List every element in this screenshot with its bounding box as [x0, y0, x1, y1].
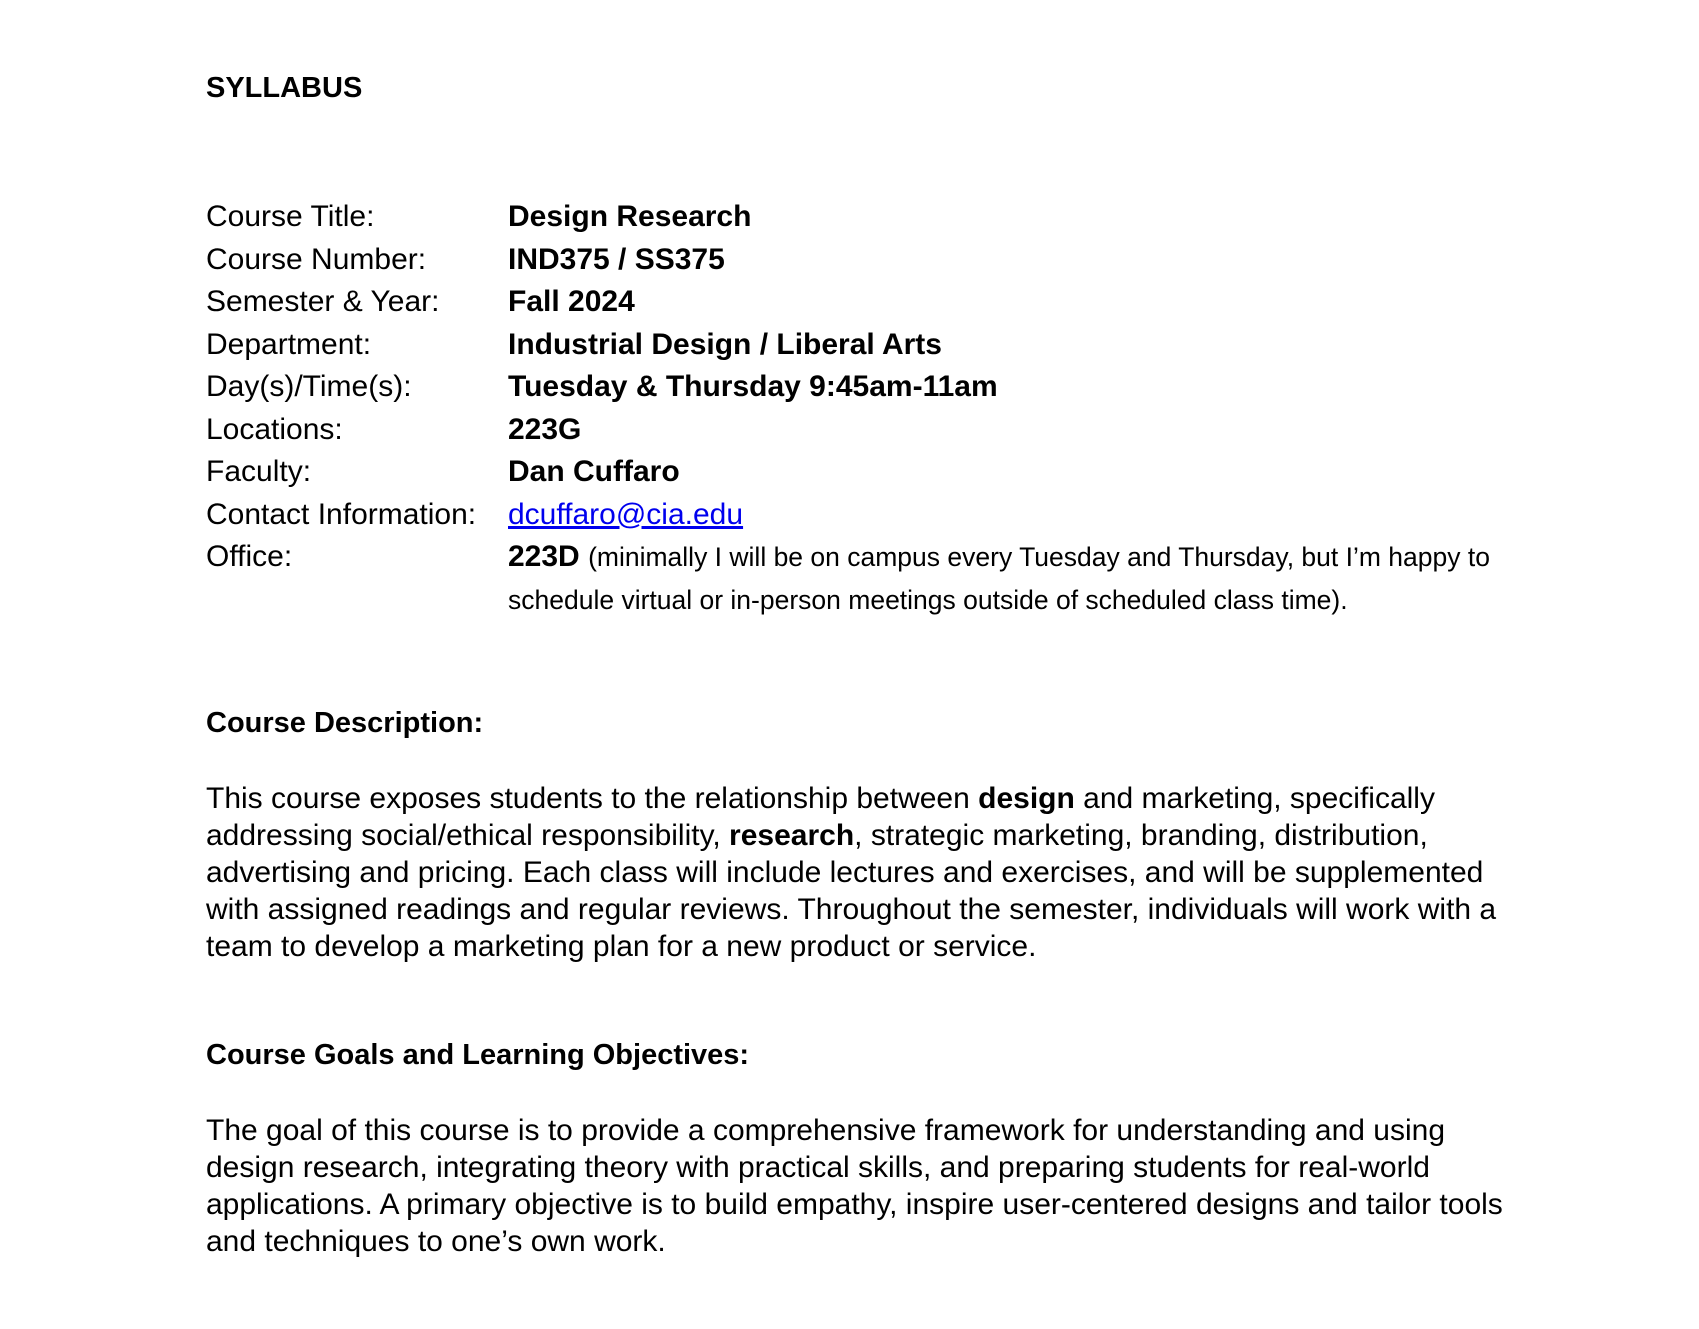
contact-email-link[interactable]: dcuffaro@cia.edu [508, 497, 744, 531]
course-title-label: Course Title: [206, 200, 375, 233]
info-row-days-times [206, 366, 1526, 409]
course-description-text [206, 780, 1536, 965]
contact-label: Contact Information: [206, 497, 477, 531]
semester-label: Semester & Year: [206, 285, 440, 318]
description-text-2: and marketing, specifically addressing social/ethical responsibility, [206, 782, 1435, 852]
course-number-label: Course Number: [206, 242, 427, 276]
description-bold-design: design [978, 782, 1075, 815]
office-value [508, 536, 1526, 621]
info-row-contact [206, 494, 1526, 537]
department-label: Department: [206, 327, 372, 361]
document-title: SYLLABUS [206, 72, 363, 104]
info-row-course-number [206, 239, 1526, 282]
description-bold-research: research [729, 819, 855, 852]
semester-value: Fall 2024 [508, 285, 635, 318]
course-goals-text: The goal of this course is to provide a comprehensive framework for understanding and using design research, integrating theory with practical skills, and preparing students for real-world applications. A primary objective is to build empathy, inspire user-centered designs and tailor tools and techniques to one’s own work. [206, 1114, 1503, 1258]
info-row-department [206, 324, 1526, 367]
office-label: Office: [206, 540, 293, 573]
office-note: (minimally I will be on campus every Tuesday and Thursday, but I’m happy to schedule virtual or in-person meetings outside of scheduled class time). [508, 542, 1490, 615]
info-row-locations [206, 409, 1526, 452]
locations-label: Locations: [206, 412, 343, 446]
faculty-label: Faculty: [206, 455, 312, 488]
office-code: 223D [508, 540, 580, 573]
course-title-value: Design Research [508, 200, 752, 233]
info-row-office [206, 536, 1526, 621]
info-row-semester [206, 281, 1526, 324]
info-row-course-title [206, 196, 1526, 239]
course-number-value: IND375 / SS375 [508, 242, 725, 276]
course-info-table [206, 196, 1526, 621]
description-text-3: , strategic marketing, branding, distribution, advertising and pricing. Each class will include lectures and exercises, and will be supplemented with assigned readings and regular reviews. Throughout the semester, individuals will work with a team to develop a marketing plan for a new product or service. [206, 819, 1497, 963]
department-value: Industrial Design / Liberal Arts [508, 327, 942, 361]
course-goals-heading: Course Goals and Learning Objectives: [206, 1039, 750, 1071]
days-times-label: Day(s)/Time(s): [206, 370, 412, 403]
locations-value: 223G [508, 412, 582, 446]
contact-value [508, 494, 743, 537]
info-row-faculty [206, 451, 1526, 494]
faculty-value: Dan Cuffaro [508, 455, 680, 488]
days-times-value: Tuesday & Thursday 9:45am-11am [508, 370, 998, 403]
course-description-heading: Course Description: [206, 707, 484, 739]
description-text-1: This course exposes students to the relationship between [206, 782, 979, 815]
